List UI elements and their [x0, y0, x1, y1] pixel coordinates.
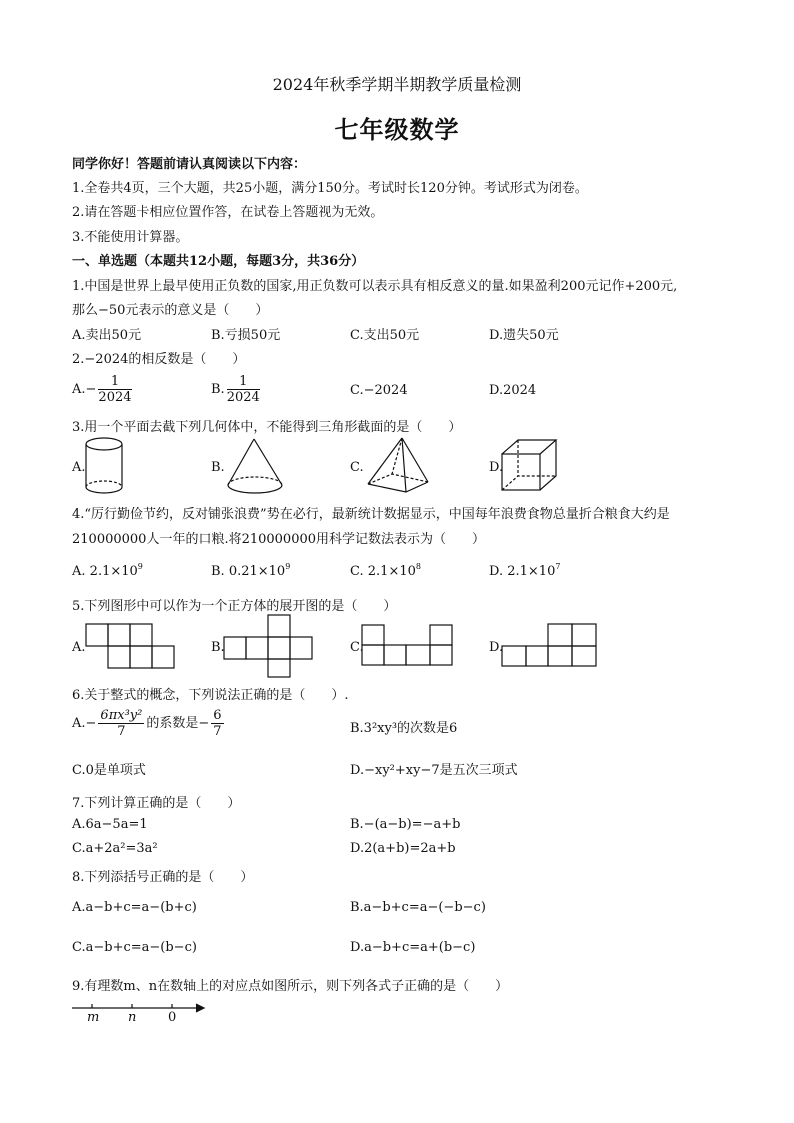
q9-stem: 9.有理数m、n在数轴上的对应点如图所示，则下列各式子正确的是（ ）: [72, 979, 509, 994]
q2-stem: 2.−2024的相反数是（ ）: [72, 352, 246, 367]
axis-label-zero: 0: [168, 1010, 177, 1025]
q8-option-d: D.a−b+c=a+(b−c): [350, 940, 476, 955]
q7-option-a: A.6a−5a=1: [72, 817, 148, 832]
cylinder-figure: [82, 437, 128, 497]
q3-label-b: B.: [211, 460, 225, 475]
q4-stem-line1: 4.“厉行勤俭节约，反对铺张浪费”势在必行，最新统计数据显示，中国每年浪费食物总量折合粮食大约是: [72, 507, 670, 522]
q1-option-a: A.卖出50元: [72, 328, 142, 343]
q4-option-d: D. $2.1\times 10^7$: [489, 562, 561, 579]
axis-label-m: m: [87, 1010, 100, 1025]
section-heading: 一、单选题（本题共12小题，每题3分，共36分）: [72, 254, 365, 269]
cube-figure: [500, 438, 560, 494]
q6-stem: 6.关于整式的概念，下列说法正确的是（ ）.: [72, 688, 349, 703]
q1-stem-line1: 1.中国是世界上最早使用正负数的国家,用正负数可以表示具有相反意义的量.如果盈利200元记作+200元,: [72, 279, 678, 294]
exam-title: 2024年秋季学期半期教学质量检测: [272, 75, 522, 94]
notice-item-1: 1.全卷共4页，三个大题，共25小题，满分150分。考试时长120分钟。考试形式为闭卷。: [72, 181, 588, 196]
q1-option-d: D.遗失50元: [489, 328, 559, 343]
pyramid-figure: [362, 436, 432, 498]
q2-option-d: D.2024: [489, 383, 537, 398]
notice-item-3: 3.不能使用计算器。: [72, 230, 189, 245]
q6-option-b: B.3²xy³的次数是6: [350, 721, 458, 736]
q2-option-a: A.− $\frac{1}{2024}$: [72, 374, 132, 405]
q6-option-a: A.− $\frac{\text{6πx³y²}}{7}$ 的系数是− $\frac{6}{7}$: [72, 708, 222, 739]
net-d-figure: [500, 622, 600, 668]
net-b-figure: [222, 613, 314, 677]
q1-option-c: C.支出50元: [350, 328, 420, 343]
q8-option-c: C.a−b+c=a−(b−c): [72, 940, 197, 955]
q6-option-c: C.0是单项式: [72, 763, 146, 778]
q7-option-d: D.2(a+b)=2a+b: [350, 841, 456, 856]
net-c-figure: [360, 623, 456, 667]
q3-label-a: A.: [72, 460, 86, 475]
q3-label-d: D.: [489, 460, 504, 475]
q2-option-b: B. $\frac{1}{2024}$: [211, 374, 260, 405]
notice-item-2: 2.请在答题卡相应位置作答，在试卷上答题视为无效。: [72, 205, 384, 220]
q5-stem: 5.下列图形中可以作为一个正方体的展开图的是（ ）: [72, 599, 397, 614]
q5-label-d: D.: [489, 640, 504, 655]
q5-label-c: C.: [350, 640, 364, 655]
q2-option-c: C.−2024: [350, 383, 408, 398]
axis-label-n: n: [128, 1010, 137, 1025]
notice-heading: 同学你好！答题前请认真阅读以下内容：: [72, 157, 307, 172]
cone-figure: [224, 437, 288, 497]
q7-option-c: C.a+2a²=3a²: [72, 841, 158, 856]
q5-label-a: A.: [72, 640, 86, 655]
q3-label-c: C.: [350, 460, 364, 475]
q6-option-d: D.−xy²+xy−7是五次三项式: [350, 763, 518, 778]
q8-option-a: A.a−b+c=a−(b+c): [72, 900, 197, 915]
q8-stem: 8.下列添括号正确的是（ ）: [72, 870, 254, 885]
q4-option-a: A. $2.1\times 10^9$: [72, 562, 143, 579]
q7-option-b: B.−(a−b)=−a+b: [350, 817, 461, 832]
subject-title: 七年级数学: [334, 115, 460, 144]
q1-stem-line2: 那么−50元表示的意义是（ ）: [72, 303, 269, 318]
q4-option-b: B. $0.21\times 10^9$: [211, 562, 291, 579]
q4-stem-line2: 210000000人一年的口粮.将210000000用科学记数法表示为（ ）: [72, 532, 486, 547]
q8-option-b: B.a−b+c=a−(−b−c): [350, 900, 486, 915]
q1-option-b: B.亏损50元: [211, 328, 281, 343]
q4-option-c: C. $2.1\times 10^8$: [350, 562, 421, 579]
q5-label-b: B.: [211, 640, 225, 655]
q7-stem: 7.下列计算正确的是（ ）: [72, 796, 241, 811]
net-a-figure: [84, 622, 176, 668]
q3-stem: 3.用一个平面去截下列几何体中，不能得到三角形截面的是（ ）: [72, 420, 462, 435]
